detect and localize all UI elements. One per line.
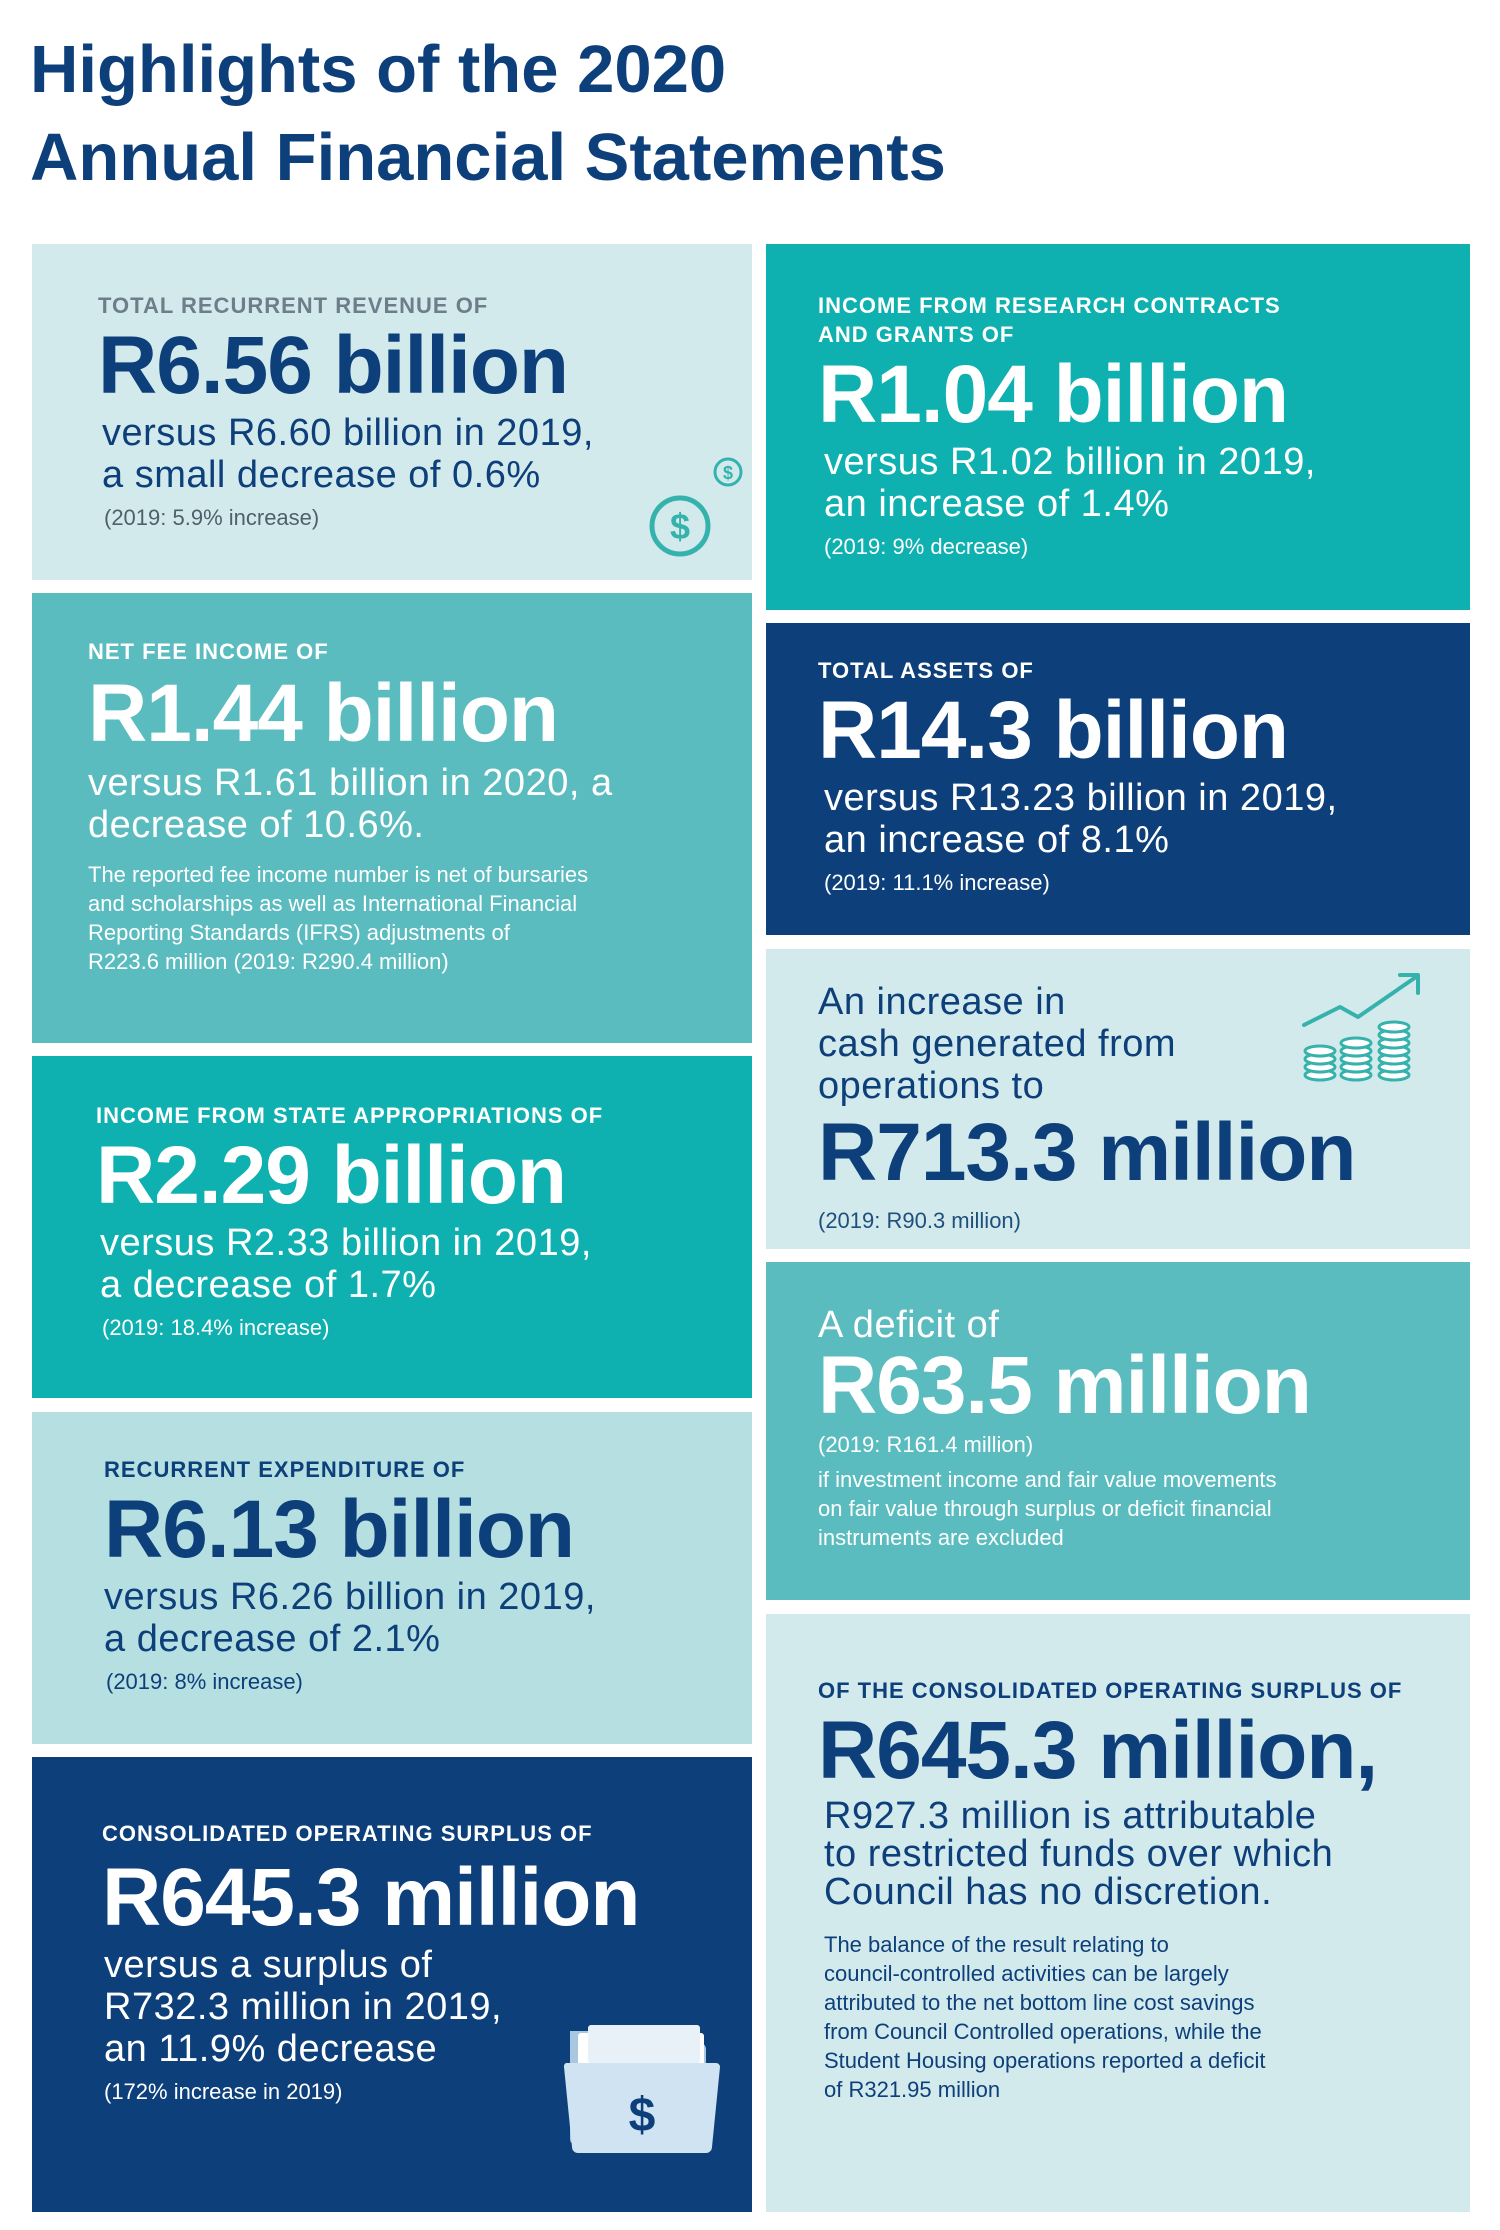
attribution-line-3: Council has no discretion.: [824, 1871, 1273, 1913]
revenue-comparison-line-1: versus R6.60 billion in 2019,: [102, 412, 594, 454]
state-label: INCOME FROM STATE APPROPRIATIONS OF: [96, 1103, 604, 1128]
research-label-line-1: INCOME FROM RESEARCH CONTRACTS: [818, 293, 1281, 318]
research-amount: R1.04 billion: [818, 349, 1288, 440]
card-recurrent-expenditure: [32, 1412, 752, 1744]
cash-intro-line-1: An increase in: [818, 981, 1066, 1023]
state-comparison-line-1: versus R2.33 billion in 2019,: [100, 1222, 592, 1264]
deficit-amount: R63.5 million: [818, 1340, 1311, 1431]
page-title: [30, 26, 946, 202]
fee-footnote-line-1: The reported fee income number is net of bursaries: [88, 862, 589, 887]
surplus-comparison-line-1: versus a surplus of: [104, 1944, 433, 1986]
card-consolidated-surplus-attribution: [766, 1614, 1470, 2212]
attribution-line-1: R927.3 million is attributable: [824, 1795, 1317, 1837]
revenue-amount: R6.56 billion: [98, 320, 568, 411]
attribution-paragraph-line-1: The balance of the result relating to: [824, 1932, 1169, 1957]
state-note: (2019: 18.4% increase): [102, 1315, 330, 1340]
cash-note: (2019: R90.3 million): [818, 1208, 1021, 1233]
card-total-recurrent-revenue: [32, 244, 752, 580]
assets-comparison-line-2: an increase of 8.1%: [824, 819, 1170, 861]
svg-text:$: $: [669, 506, 691, 547]
fee-comparison-line-1: versus R1.61 billion in 2020, a: [88, 762, 613, 804]
surplus-label: CONSOLIDATED OPERATING SURPLUS OF: [102, 1821, 593, 1846]
fee-footnote-line-2: and scholarships as well as International Financial: [88, 891, 578, 916]
assets-note: (2019: 11.1% increase): [824, 870, 1050, 895]
state-amount: R2.29 billion: [96, 1130, 566, 1221]
attribution-paragraph-line-2: council-controlled activities can be largely: [824, 1961, 1229, 1986]
page-title-line-1: Highlights of the 2020: [30, 32, 727, 107]
assets-label: TOTAL ASSETS OF: [818, 658, 1034, 683]
deficit-footnote-line-1: if investment income and fair value movements: [818, 1467, 1277, 1492]
page-title-line-2: Annual Financial Statements: [30, 120, 946, 195]
deficit-footnote-line-3: instruments are excluded: [818, 1525, 1064, 1550]
card-research-contracts-grants: [766, 244, 1470, 610]
fee-label: NET FEE INCOME OF: [88, 639, 329, 664]
dollar-folder-icon: [562, 2019, 722, 2159]
assets-amount: R14.3 billion: [818, 685, 1288, 776]
revenue-label: TOTAL RECURRENT REVENUE OF: [98, 293, 489, 318]
cash-amount: R713.3 million: [818, 1107, 1356, 1198]
deficit-note: (2019: R161.4 million): [818, 1432, 1034, 1457]
attribution-paragraph-line-3: attributed to the net bottom line cost savings: [824, 1990, 1255, 2015]
expenditure-comparison-line-2: a decrease of 2.1%: [104, 1618, 441, 1660]
card-cash-generated-from-operations: [766, 949, 1470, 1249]
fee-footnote-line-3: Reporting Standards (IFRS) adjustments of: [88, 920, 510, 945]
card-state-appropriations: [32, 1056, 752, 1398]
fee-comparison-line-2: decrease of 10.6%.: [88, 804, 425, 846]
svg-text:$: $: [628, 2089, 656, 2142]
card-consolidated-operating-surplus: [32, 1757, 752, 2212]
card-deficit: [766, 1262, 1470, 1600]
expenditure-comparison-line-1: versus R6.26 billion in 2019,: [104, 1576, 596, 1618]
attribution-paragraph-line-5: Student Housing operations reported a deficit: [824, 2048, 1266, 2073]
fee-amount: R1.44 billion: [88, 668, 558, 759]
deficit-intro: A deficit of: [818, 1304, 1000, 1346]
research-comparison-line-2: an increase of 1.4%: [824, 483, 1170, 525]
card-total-assets: [766, 623, 1470, 935]
surplus-amount: R645.3 million: [102, 1852, 640, 1943]
research-label-line-2: AND GRANTS OF: [818, 322, 1015, 347]
state-comparison-line-2: a decrease of 1.7%: [100, 1264, 437, 1306]
dollar-coin-icon: [642, 456, 752, 566]
expenditure-amount: R6.13 billion: [104, 1484, 574, 1575]
deficit-footnote-line-2: on fair value through surplus or deficit financial: [818, 1496, 1272, 1521]
cash-intro-line-2: cash generated from: [818, 1023, 1177, 1065]
svg-text:$: $: [722, 463, 734, 483]
attribution-amount: R645.3 million,: [818, 1705, 1378, 1796]
card-net-fee-income: [32, 593, 752, 1043]
research-note: (2019: 9% decrease): [824, 534, 1029, 559]
cash-intro-line-3: operations to: [818, 1065, 1045, 1107]
expenditure-note: (2019: 8% increase): [106, 1669, 303, 1694]
attribution-label: OF THE CONSOLIDATED OPERATING SURPLUS OF: [818, 1678, 1403, 1703]
surplus-comparison-line-2: R732.3 million in 2019,: [104, 1986, 503, 2028]
surplus-comparison-line-3: an 11.9% decrease: [104, 2028, 438, 2070]
assets-comparison-line-1: versus R13.23 billion in 2019,: [824, 777, 1338, 819]
attribution-paragraph-line-4: from Council Controlled operations, while the: [824, 2019, 1262, 2044]
revenue-comparison-line-2: a small decrease of 0.6%: [102, 454, 541, 496]
fee-footnote-line-4: R223.6 million (2019: R290.4 million): [88, 949, 449, 974]
expenditure-label: RECURRENT EXPENDITURE OF: [104, 1457, 466, 1482]
attribution-line-2: to restricted funds over which: [824, 1833, 1334, 1875]
revenue-note: (2019: 5.9% increase): [104, 505, 320, 530]
attribution-paragraph-line-6: of R321.95 million: [824, 2077, 1001, 2102]
surplus-note: (172% increase in 2019): [104, 2079, 343, 2104]
rising-coins-chart-icon: [1300, 967, 1430, 1087]
research-comparison-line-1: versus R1.02 billion in 2019,: [824, 441, 1316, 483]
